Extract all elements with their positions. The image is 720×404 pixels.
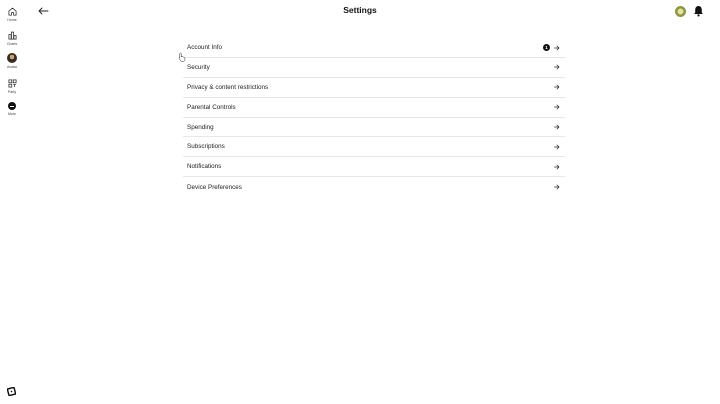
settings-item-security[interactable] bbox=[183, 58, 565, 78]
arrow-right-icon bbox=[554, 104, 560, 110]
arrow-right-icon bbox=[554, 84, 560, 90]
nav-label-avatar: Avatar bbox=[6, 65, 18, 69]
settings-item-label: Device Preferences bbox=[187, 183, 242, 191]
nav-item-more[interactable] bbox=[0, 102, 24, 116]
nav-label-more: More bbox=[8, 112, 16, 116]
nav-item-avatar[interactable] bbox=[0, 53, 24, 69]
more-icon bbox=[8, 102, 16, 110]
settings-item-account-info[interactable] bbox=[183, 38, 565, 58]
avatar-icon bbox=[7, 53, 17, 63]
settings-item-parental-controls[interactable] bbox=[183, 98, 565, 118]
settings-item-label: Security bbox=[187, 63, 210, 71]
settings-item-spending[interactable] bbox=[183, 118, 565, 138]
party-icon bbox=[8, 79, 17, 88]
settings-item-device-preferences[interactable] bbox=[183, 177, 565, 197]
nav-item-party[interactable] bbox=[0, 79, 24, 94]
settings-item-label: Notifications bbox=[187, 163, 222, 171]
settings-item-label: Subscriptions bbox=[187, 143, 225, 151]
arrow-right-icon bbox=[554, 184, 560, 190]
notifications-bell-icon[interactable] bbox=[693, 5, 704, 17]
nav-label-home: Home bbox=[7, 18, 17, 22]
nav-label-charts: Charts bbox=[6, 42, 18, 46]
arrow-right-icon bbox=[554, 64, 560, 70]
settings-item-subscriptions[interactable] bbox=[183, 137, 565, 157]
notification-badge: 1 bbox=[543, 44, 550, 51]
arrow-right-icon bbox=[554, 164, 560, 170]
page-title: Settings bbox=[343, 5, 377, 15]
settings-list bbox=[183, 38, 565, 197]
profile-avatar[interactable] bbox=[675, 6, 686, 17]
settings-item-label: Parental Controls bbox=[187, 103, 236, 111]
settings-item-notifications[interactable] bbox=[183, 157, 565, 177]
arrow-right-icon bbox=[554, 144, 560, 150]
nav-label-party: Party bbox=[7, 90, 17, 94]
hand-cursor-icon bbox=[178, 52, 186, 62]
roblox-logo-icon[interactable] bbox=[7, 387, 16, 396]
nav-item-charts[interactable] bbox=[0, 31, 24, 46]
side-nav bbox=[0, 0, 24, 404]
arrow-right-icon bbox=[554, 124, 560, 130]
arrow-right-icon bbox=[554, 45, 560, 51]
settings-item-label: Account Info bbox=[187, 43, 223, 51]
settings-item-label: Spending bbox=[187, 123, 214, 131]
settings-item-label: Privacy & content restrictions bbox=[187, 83, 269, 91]
settings-item-privacy[interactable] bbox=[183, 78, 565, 98]
charts-icon bbox=[8, 31, 17, 40]
